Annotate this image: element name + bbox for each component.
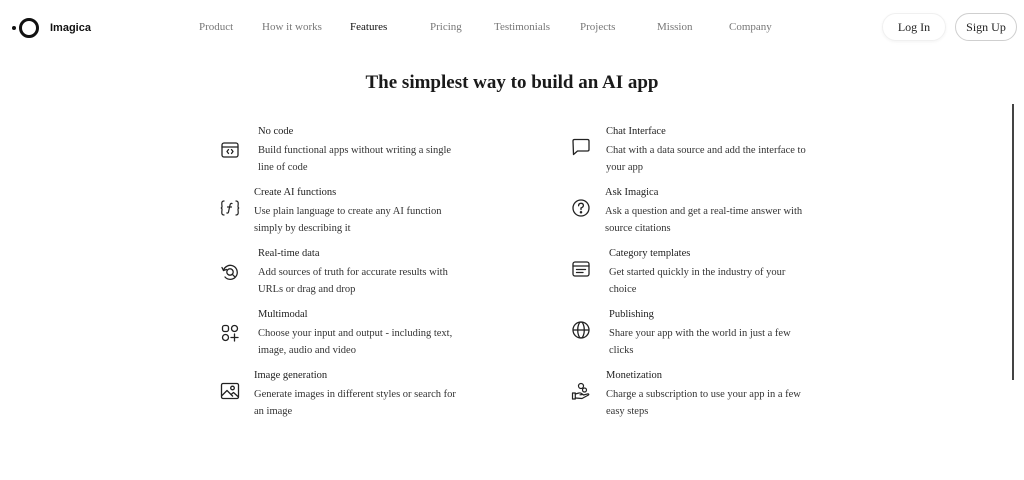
feature-title: Monetization <box>606 370 662 381</box>
question-icon <box>571 198 591 218</box>
template-icon <box>571 259 591 279</box>
signup-button[interactable]: Sign Up <box>955 13 1017 41</box>
globe-icon <box>571 320 591 340</box>
section-title: The simplest way to build an AI app <box>365 72 659 93</box>
logo[interactable] <box>12 15 91 41</box>
feature-desc: Charge a subscription to use your app in a few easy steps <box>606 389 801 417</box>
feature-title: No code <box>258 126 294 137</box>
feature-desc: Ask a question and get a real-time answer with source citations <box>605 206 803 234</box>
feature-title: Publishing <box>609 309 654 320</box>
feature-desc: Build functional apps without writing a single line of code <box>258 145 452 173</box>
feature-title: Create AI functions <box>254 187 337 198</box>
feature-title: Image generation <box>254 370 328 381</box>
shapes-icon <box>220 323 240 343</box>
nav-company[interactable]: Company <box>729 21 772 33</box>
feature-real-time-data <box>220 247 470 303</box>
nav-product[interactable]: Product <box>199 21 234 33</box>
feature-title: Multimodal <box>258 309 308 320</box>
feature-desc: Add sources of truth for accurate results with URLs or drag and drop <box>258 267 448 295</box>
code-window-icon <box>220 140 240 160</box>
feature-desc: Choose your input and output - including text, image, audio and video <box>258 328 453 356</box>
feature-title: Real-time data <box>258 248 320 259</box>
feature-desc: Use plain language to create any AI function simply by describing it <box>254 206 442 234</box>
brand-name: Imagica <box>50 22 91 34</box>
feature-chat-interface <box>571 125 821 181</box>
feature-no-code <box>220 125 470 181</box>
feature-monetization <box>571 369 821 425</box>
nav-how-it-works[interactable]: How it works <box>262 21 322 33</box>
feature-title: Ask Imagica <box>605 187 659 198</box>
feature-create-ai-functions <box>220 186 470 242</box>
nav-mission[interactable]: Mission <box>657 21 693 33</box>
nav-pricing[interactable]: Pricing <box>430 21 462 33</box>
feature-desc: Chat with a data source and add the interface to your app <box>606 145 806 173</box>
feature-desc: Get started quickly in the industry of your choice <box>609 267 786 295</box>
feature-ask-imagica <box>571 186 821 242</box>
nav-testimonials[interactable]: Testimonials <box>494 21 551 33</box>
feature-image-generation <box>220 369 470 425</box>
feature-publishing <box>571 308 821 364</box>
scrollbar[interactable] <box>1012 104 1014 380</box>
feature-category-templates <box>571 247 821 303</box>
logo-ring-icon <box>19 18 39 38</box>
feature-desc: Generate images in different styles or search for an image <box>254 389 456 417</box>
function-icon <box>220 198 240 218</box>
realtime-search-icon <box>220 262 240 282</box>
image-icon <box>220 381 240 401</box>
feature-title: Category templates <box>609 248 691 259</box>
feature-desc: Share your app with the world in just a few clicks <box>609 328 791 356</box>
login-button[interactable]: Log In <box>882 13 946 41</box>
nav-features[interactable]: Features <box>350 21 388 33</box>
nav-projects[interactable]: Projects <box>580 21 616 33</box>
hand-coins-icon <box>571 382 591 402</box>
chat-icon <box>571 137 591 157</box>
logo-dot <box>12 26 16 30</box>
feature-multimodal <box>220 308 470 364</box>
feature-title: Chat Interface <box>606 126 666 137</box>
